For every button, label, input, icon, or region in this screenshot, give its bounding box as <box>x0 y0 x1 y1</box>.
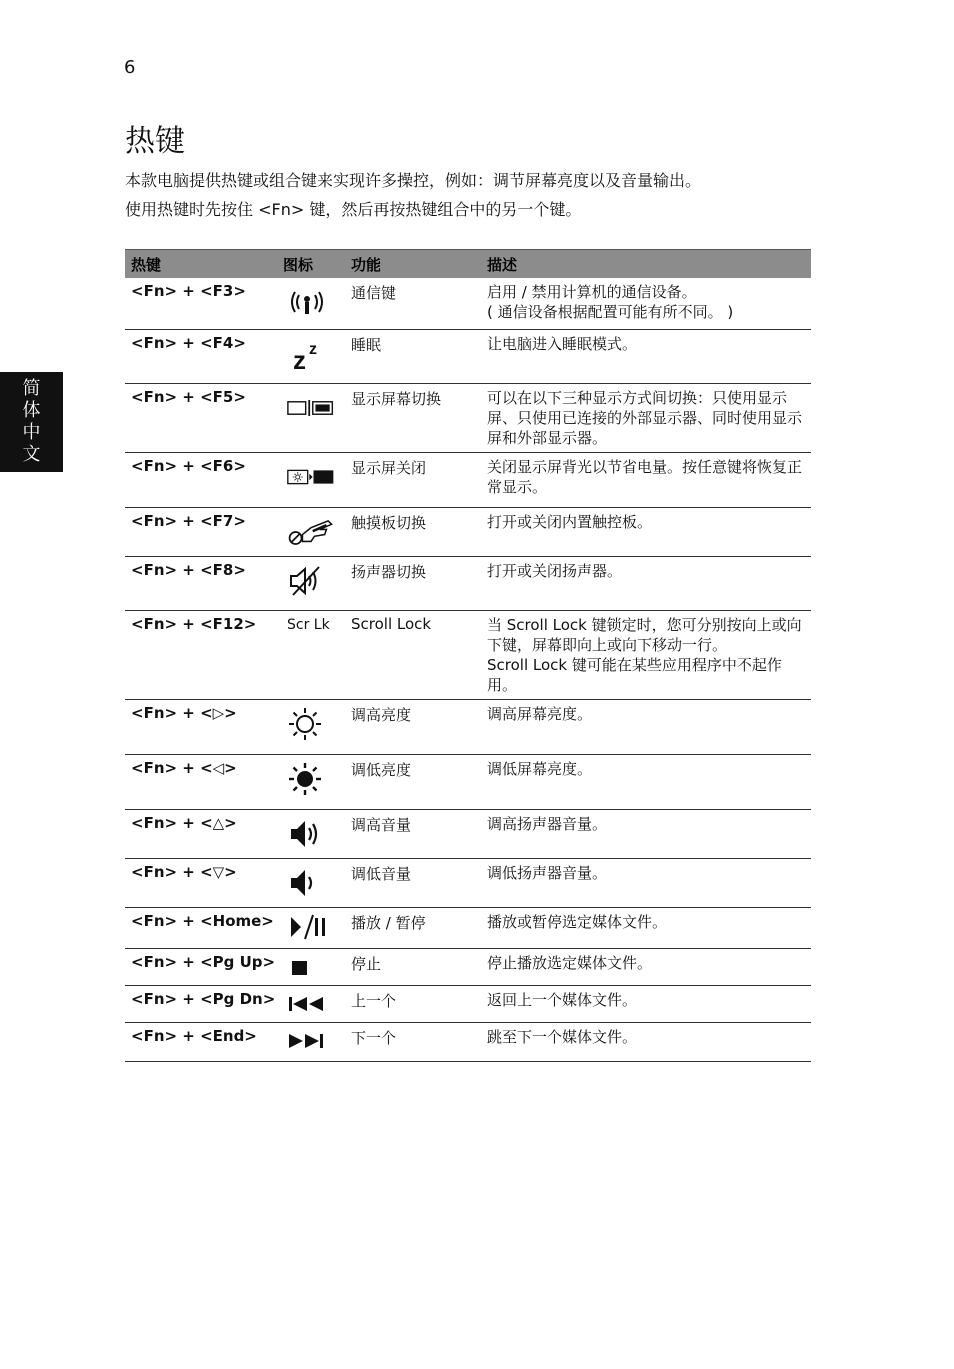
function-cell: 调低亮度 <box>345 754 481 809</box>
display-off-icon <box>287 457 335 497</box>
hotkey-cell: <Fn> + <F6> <box>125 452 277 507</box>
description-cell: 启用 / 禁用计算机的通信设备。 ( 通信设备根据配置可能有所不同。 ) <box>481 278 811 329</box>
header-icon: 图标 <box>277 250 345 279</box>
intro-line-2-after: 键，然后再按热键组合中的另一个键。 <box>309 200 582 219</box>
intro-text <box>125 166 815 224</box>
side-tab-char: 简 <box>22 378 41 399</box>
brightness-down-icon <box>287 759 335 799</box>
icon-cell <box>277 278 345 329</box>
icon-cell <box>277 858 345 907</box>
touchpad-toggle-icon <box>287 512 335 552</box>
language-side-tab <box>0 372 63 472</box>
table-row <box>125 809 811 858</box>
table-row <box>125 278 811 329</box>
next-track-icon <box>287 1027 335 1055</box>
icon-cell <box>277 948 345 985</box>
description-cell: 可以在以下三种显示方式间切换：只使用显示屏、只使用已连接的外部显示器、同时使用显示屏和外部显示器。 <box>481 383 811 452</box>
display-switch-icon <box>287 388 335 428</box>
side-tab-char: 文 <box>22 444 41 465</box>
icon-cell <box>277 383 345 452</box>
table-row <box>125 507 811 556</box>
page-number: 6 <box>124 57 136 78</box>
table-row <box>125 699 811 754</box>
description-cell: 播放或暂停选定媒体文件。 <box>481 907 811 948</box>
table-row <box>125 329 811 383</box>
hotkey-cell: <Fn> + <▷> <box>125 699 277 754</box>
description-cell: 打开或关闭内置触控板。 <box>481 507 811 556</box>
table-row <box>125 985 811 1022</box>
hotkey-cell: <Fn> + <Pg Up> <box>125 948 277 985</box>
brightness-up-icon <box>287 704 335 744</box>
hotkey-cell: <Fn> + <F8> <box>125 556 277 610</box>
hotkey-cell: <Fn> + <Home> <box>125 907 277 948</box>
page-title: 热键 <box>125 124 185 159</box>
svg-text:z: z <box>309 340 317 358</box>
hotkey-cell: <Fn> + <F7> <box>125 507 277 556</box>
function-cell: 睡眠 <box>345 329 481 383</box>
function-cell: 显示屏幕切换 <box>345 383 481 452</box>
hotkey-cell: <Fn> + <△> <box>125 809 277 858</box>
stop-icon <box>287 953 335 981</box>
sleep-zz-icon <box>287 334 335 374</box>
side-tab-char: 中 <box>22 422 41 443</box>
fn-key-tag: <Fn> <box>258 200 305 219</box>
icon-cell <box>277 985 345 1022</box>
function-cell: 调高音量 <box>345 809 481 858</box>
description-cell: 停止播放选定媒体文件。 <box>481 948 811 985</box>
function-cell: 上一个 <box>345 985 481 1022</box>
icon-cell <box>277 452 345 507</box>
function-cell: 下一个 <box>345 1022 481 1061</box>
hotkey-cell: <Fn> + <F3> <box>125 278 277 329</box>
hotkey-cell: <Fn> + <Pg Dn> <box>125 985 277 1022</box>
function-cell: 通信键 <box>345 278 481 329</box>
description-cell: 当 Scroll Lock 键锁定时，您可分别按向上或向下键，屏幕即向上或向下移动一行。 Scroll Lock 键可能在某些应用程序中不起作用。 <box>481 610 811 699</box>
hotkey-cell: <Fn> + <F4> <box>125 329 277 383</box>
table-row <box>125 452 811 507</box>
icon-cell <box>277 1022 345 1061</box>
volume-up-icon <box>287 814 335 854</box>
icon-cell <box>277 907 345 948</box>
previous-track-icon <box>287 990 335 1018</box>
table-row <box>125 948 811 985</box>
wireless-communication-icon <box>287 282 335 322</box>
hotkeys-table <box>125 249 811 1062</box>
icon-cell <box>277 329 345 383</box>
description-cell: 调高扬声器音量。 <box>481 809 811 858</box>
intro-line-2-before: 使用热键时先按住 <box>125 200 254 219</box>
icon-cell <box>277 809 345 858</box>
hotkey-cell: <Fn> + <F12> <box>125 610 277 699</box>
description-cell: 关闭显示屏背光以节省电量。按任意键将恢复正常显示。 <box>481 452 811 507</box>
icon-cell <box>277 507 345 556</box>
function-cell: 调高亮度 <box>345 699 481 754</box>
description-cell: 打开或关闭扬声器。 <box>481 556 811 610</box>
icon-cell <box>277 610 345 699</box>
table-row <box>125 610 811 699</box>
scroll-lock-icon: Scr Lk <box>287 616 330 633</box>
hotkey-cell: <Fn> + <◁> <box>125 754 277 809</box>
icon-cell <box>277 754 345 809</box>
table-row <box>125 858 811 907</box>
description-cell: 跳至下一个媒体文件。 <box>481 1022 811 1061</box>
intro-line-1: 本款电脑提供热键或组合键来实现许多操控，例如：调节屏幕亮度以及音量输出。 <box>125 171 702 190</box>
table-row <box>125 383 811 452</box>
intro-line-2 <box>125 195 815 224</box>
volume-down-icon <box>287 863 335 903</box>
icon-cell <box>277 699 345 754</box>
description-cell: 返回上一个媒体文件。 <box>481 985 811 1022</box>
header-function: 功能 <box>345 250 481 279</box>
description-cell: 调低扬声器音量。 <box>481 858 811 907</box>
side-tab-char: 体 <box>22 400 41 421</box>
hotkey-cell: <Fn> + <End> <box>125 1022 277 1061</box>
play-pause-icon <box>287 912 335 942</box>
table-row <box>125 556 811 610</box>
function-cell: Scroll Lock <box>345 610 481 699</box>
description-cell: 让电脑进入睡眠模式。 <box>481 329 811 383</box>
table-header-row <box>125 250 811 279</box>
header-description: 描述 <box>481 250 811 279</box>
function-cell: 调低音量 <box>345 858 481 907</box>
function-cell: 播放 / 暂停 <box>345 907 481 948</box>
table-row <box>125 754 811 809</box>
function-cell: 触摸板切换 <box>345 507 481 556</box>
hotkey-cell: <Fn> + <F5> <box>125 383 277 452</box>
icon-cell <box>277 556 345 610</box>
table-row <box>125 907 811 948</box>
function-cell: 扬声器切换 <box>345 556 481 610</box>
description-cell: 调低屏幕亮度。 <box>481 754 811 809</box>
svg-text:z: z <box>293 344 306 372</box>
hotkey-cell: <Fn> + <▽> <box>125 858 277 907</box>
description-cell: 调高屏幕亮度。 <box>481 699 811 754</box>
speaker-mute-icon <box>287 561 335 601</box>
function-cell: 停止 <box>345 948 481 985</box>
table-row <box>125 1022 811 1061</box>
header-hotkey: 热键 <box>125 250 277 279</box>
function-cell: 显示屏关闭 <box>345 452 481 507</box>
